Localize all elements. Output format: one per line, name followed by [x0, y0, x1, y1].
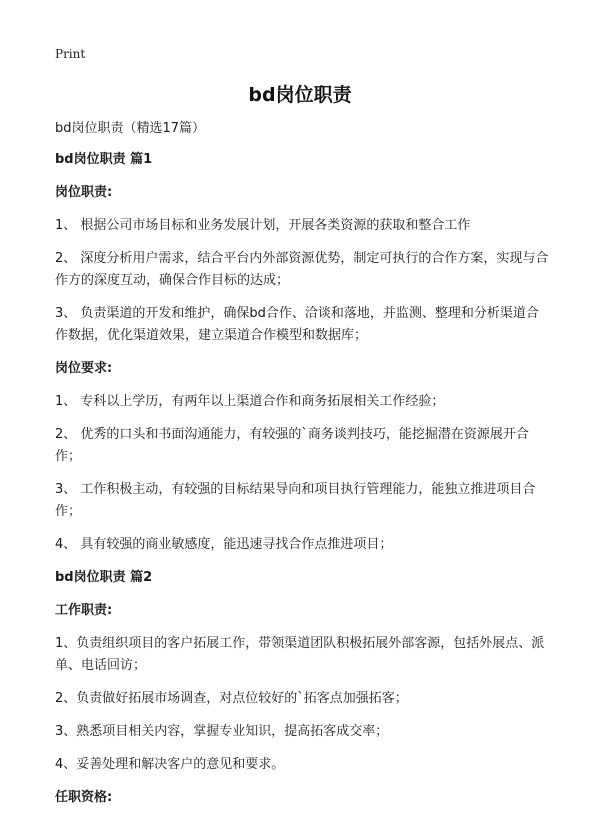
- list-item: 2、负责做好拓展市场调查，对点位较好的`拓客点加强拓客；: [55, 691, 408, 706]
- list-item: 3、 工作积极主动，有较强的目标结果导向和项目执行管理能力，能独立推进项目合作；: [55, 482, 536, 519]
- list-item: 1、 专科以上学历，有两年以上渠道合作和商务拓展相关工作经验；: [55, 394, 445, 409]
- section-heading: 岗位职责:: [55, 185, 113, 200]
- section-heading: 岗位要求:: [55, 361, 113, 376]
- page-title: bd岗位职责: [248, 84, 352, 106]
- print-label: Print: [55, 47, 86, 61]
- list-item: 4、妥善处理和解决客户的意见和要求。: [55, 757, 285, 772]
- list-item: 1、负责组织项目的客户拓展工作，带领渠道团队积极拓展外部客源，包括外展点、派单、电话回访；: [55, 636, 545, 673]
- section-heading: 工作职责:: [55, 603, 113, 618]
- list-item: 2、 深度分析用户需求，结合平台内外部资源优势，制定可执行的合作方案，实现与合作方的深度互动，确保合作目标的达成；: [55, 251, 549, 288]
- list-item: 1、 根据公司市场目标和业务发展计划，开展各类资源的获取和整合工作: [55, 218, 471, 233]
- list-item: 2、 优秀的口头和书面沟通能力，有较强的`商务谈判技巧，能挖掘潜在资源展开合作；: [55, 427, 529, 464]
- list-item: 4、 具有较强的商业敏感度，能迅速寻找合作点推进项目；: [55, 537, 393, 552]
- section-heading: 任职资格:: [55, 790, 113, 805]
- list-item: 3、 负责渠道的开发和维护，确保bd合作、洽谈和落地，并监测、整理和分析渠道合作数据，优化渠道效果，建立渠道合作模型和数据库；: [55, 306, 539, 343]
- list-item: 3、熟悉项目相关内容，掌握专业知识，提高拓客成交率；: [55, 724, 389, 739]
- document-body: [55, 118, 550, 820]
- document-subtitle: bd岗位职责（精选17篇）: [55, 121, 206, 136]
- article-title: bd岗位职责 篇1: [55, 152, 153, 167]
- article-title: bd岗位职责 篇2: [55, 570, 153, 585]
